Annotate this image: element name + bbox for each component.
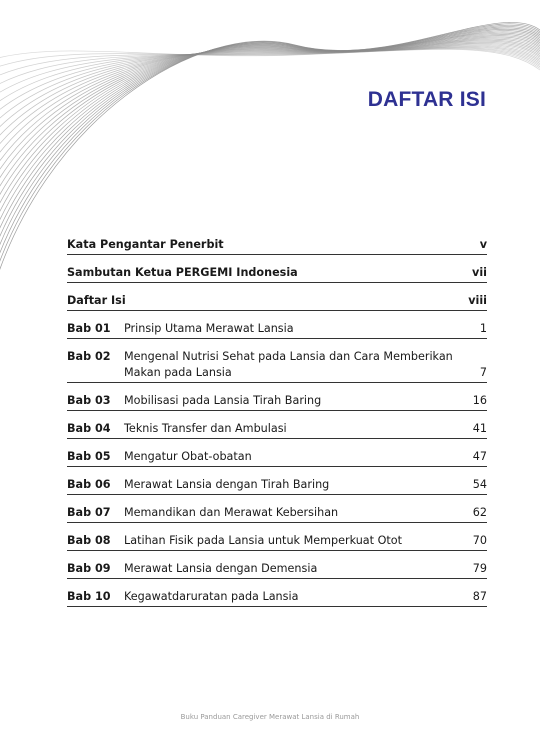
toc-entry-page: vii [472,266,487,279]
chapter-title: Prinsip Utama Merawat Lansia [124,322,294,335]
chapter-number: Bab 04 [67,422,111,435]
chapter-number: Bab 01 [67,322,111,335]
table-of-contents [67,234,487,614]
chapter-number: Bab 09 [67,562,111,575]
chapter-page: 1 [479,322,487,335]
chapter-title: Latihan Fisik pada Lansia untuk Memperkuat Otot [124,534,403,547]
chapter-page: 62 [472,506,487,519]
toc-entry-bab-02[interactable] [67,346,487,383]
toc-entry-bab-03[interactable] [67,390,487,411]
chapter-page: 87 [472,590,487,603]
chapter-title: Mengatur Obat-obatan [124,450,252,463]
toc-entry-front-1[interactable] [67,262,487,283]
toc-entry-page: viii [468,294,487,307]
chapter-number: Bab 08 [67,534,111,547]
chapter-number: Bab 03 [67,394,111,407]
wave-line [0,29,540,252]
chapter-page: 7 [479,366,487,379]
chapter-number: Bab 02 [67,350,111,363]
wave-line [0,28,540,262]
toc-entry-front-0[interactable] [67,234,487,255]
toc-entry-front-2[interactable] [67,290,487,311]
chapter-number: Bab 06 [67,478,111,491]
toc-entry-bab-04[interactable] [67,418,487,439]
chapter-title: Merawat Lansia dengan Demensia [124,562,318,575]
toc-entry-label: Kata Pengantar Penerbit [67,238,224,251]
chapter-title-line-1: Mengenal Nutrisi Sehat pada Lansia dan Cara Memberikan [124,350,453,363]
toc-entry-bab-01[interactable] [67,318,487,339]
chapter-number: Bab 07 [67,506,111,519]
page-footer: Buku Panduan Caregiver Merawat Lansia di Rumah [180,713,360,721]
chapter-title: Kegawatdaruratan pada Lansia [124,590,299,603]
chapter-page: 41 [472,422,487,435]
toc-entry-bab-07[interactable] [67,502,487,523]
chapter-page: 16 [472,394,487,407]
toc-entry-bab-05[interactable] [67,446,487,467]
chapter-title: Teknis Transfer dan Ambulasi [124,422,287,435]
wave-line [0,48,540,89]
chapter-page: 79 [472,562,487,575]
chapter-title: Mobilisasi pada Lansia Tirah Baring [124,394,322,407]
chapter-page: 70 [472,534,487,547]
wave-line [0,44,540,127]
chapter-title: Memandikan dan Merawat Kebersihan [124,506,339,519]
chapter-number: Bab 10 [67,590,111,603]
chapter-number: Bab 05 [67,450,111,463]
wave-line [0,33,540,223]
page-title: DAFTAR ISI [367,88,486,111]
toc-entry-page: v [479,238,487,251]
chapter-title [124,349,480,381]
toc-entry-label: Daftar Isi [67,294,126,307]
toc-entry-bab-08[interactable] [67,530,487,551]
chapter-page: 54 [472,478,487,491]
toc-entry-bab-09[interactable] [67,558,487,579]
toc-entry-bab-10[interactable] [67,586,487,607]
chapter-title: Merawat Lansia dengan Tirah Baring [124,478,330,491]
chapter-page: 47 [472,450,487,463]
chapter-title-line-2: Makan pada Lansia [124,366,232,379]
toc-entry-label: Sambutan Ketua PERGEMI Indonesia [67,266,298,279]
toc-entry-bab-06[interactable] [67,474,487,495]
